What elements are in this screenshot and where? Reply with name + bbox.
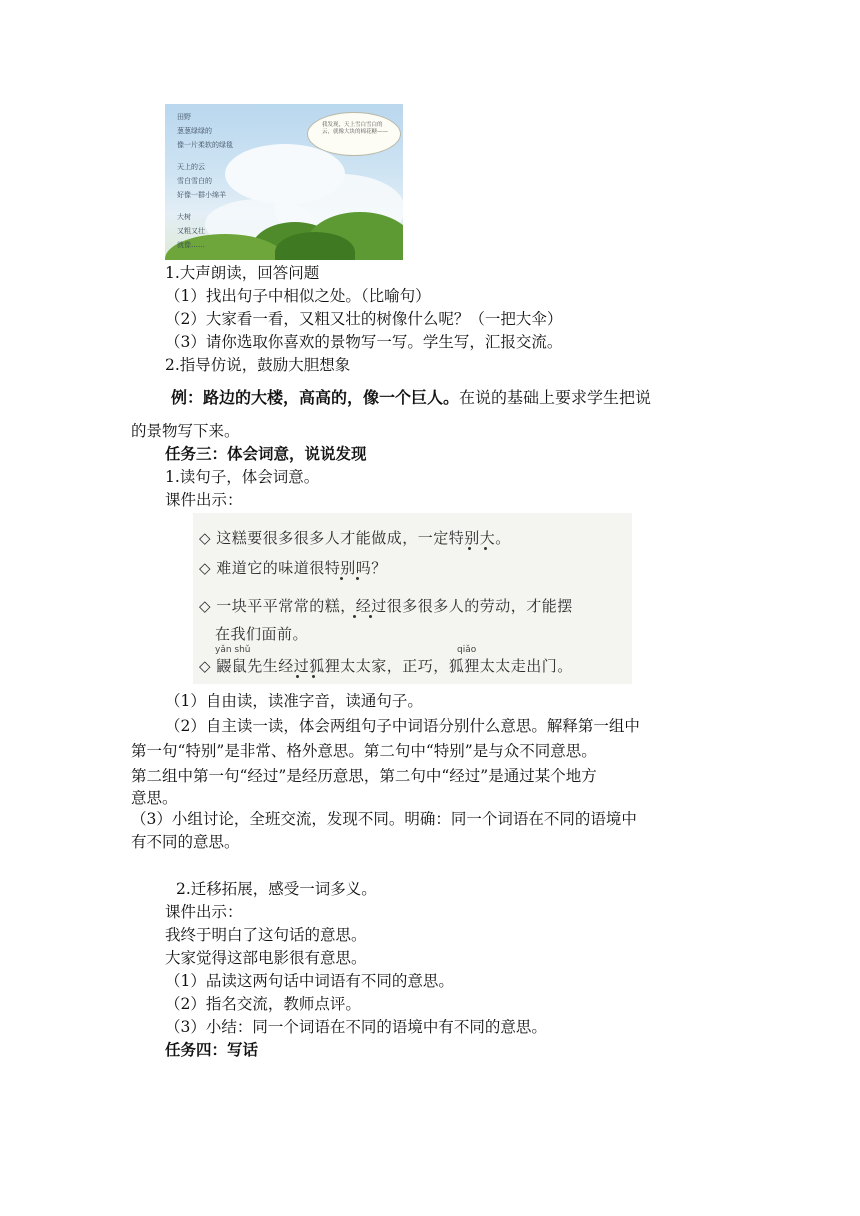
example-sentence: 例：路边的大楼，高高的，像一个巨人。 xyxy=(171,388,460,407)
pinyin-annotation: qiǎo xyxy=(457,645,477,655)
slide-sentence: ◇ 一块平平常常的糕，经过很多很多人的劳动，才能摆 xyxy=(199,597,573,615)
activity-2-line: （2）自主读一读，体会两组句子中词语分别什么意思。解释第一组中 xyxy=(165,717,640,735)
activity-1: （1）自由读，读准字音，读通句子。 xyxy=(165,692,423,710)
poem-illustration xyxy=(165,104,403,260)
emphasis-dot xyxy=(468,547,471,550)
pinyin-annotation: yǎn shǔ xyxy=(215,645,251,655)
poem-line: 就像…… xyxy=(177,241,205,249)
example-line xyxy=(171,387,651,409)
poem-line: 葱葱绿绿的 xyxy=(177,127,212,135)
example-continuation: 的景物写下来。 xyxy=(131,422,240,440)
example-sentence: 大家觉得这部电影很有意思。 xyxy=(165,949,367,967)
activity-line: （3）小结：同一个词语在不同的语境中有不同的意思。 xyxy=(165,1018,547,1036)
activity-2-line: 意思。 xyxy=(131,789,178,807)
slide-sentence: ◇ 鼹鼠先生经过狐狸太太家，正巧，狐狸太太走出门。 xyxy=(199,657,573,675)
activity-2-line: 第二组中第一句“经过”是经历意思，第二句中“经过”是通过某个地方 xyxy=(131,767,597,785)
question-1: （1）找出句子中相似之处。（比喻句） xyxy=(165,287,431,305)
slide-label: 课件出示： xyxy=(165,903,243,921)
question-2: （2）大家看一看，又粗又壮的树像什么呢？（一把大伞） xyxy=(165,310,563,328)
activity-line: （1）品读这两句话中词语有不同的意思。 xyxy=(165,972,454,990)
activity-line: （2）指名交流，教师点评。 xyxy=(165,995,361,1013)
example-sentence: 我终于明白了这句话的意思。 xyxy=(165,926,367,944)
poem-line: 像一片柔软的绿毯 xyxy=(177,141,233,149)
emphasis-dot xyxy=(356,577,359,580)
slide-sentence: ◇ 难道它的味道很特别吗？ xyxy=(199,559,387,577)
poem-line: 天上的云 xyxy=(177,163,205,171)
task4-heading: 任务四：写话 xyxy=(165,1041,259,1059)
example-instruction: 在说的基础上要求学生把说 xyxy=(459,388,652,407)
step-2: 2.指导仿说，鼓励大胆想象 xyxy=(165,356,351,374)
emphasis-dot xyxy=(353,615,356,618)
activity-3-line: 有不同的意思。 xyxy=(131,833,240,851)
slide-sentence: ◇ 这糕要很多很多人才能做成，一定特别大。 xyxy=(199,529,511,547)
activity-2-line: 第一句“特别”是非常、格外意思。第二句中“特别”是与众不同意思。 xyxy=(131,742,597,760)
slide-sentence: 在我们面前。 xyxy=(215,625,309,643)
poem-line: 田野 xyxy=(177,113,191,121)
task3-step-1: 1.读句子，体会词意。 xyxy=(165,468,320,486)
sentence-slide xyxy=(193,513,632,684)
emphasis-dot xyxy=(369,615,372,618)
emphasis-dot xyxy=(484,547,487,550)
speech-bubble xyxy=(307,112,401,156)
step-1: 1.大声朗读，回答问题 xyxy=(165,264,320,282)
poem-line: 好像一群小绵羊 xyxy=(177,191,226,199)
activity-3-line: （3）小组讨论，全班交流，发现不同。明确：同一个词语在不同的语境中 xyxy=(131,810,637,828)
emphasis-dot xyxy=(312,675,315,678)
emphasis-dot xyxy=(296,675,299,678)
bubble-text: 我发现，天上雪白雪白的云，就像大块的棉花糖—— xyxy=(322,122,389,135)
step-2-extension: 2.迁移拓展，感受一词多义。 xyxy=(176,880,377,898)
poem-line: 雪白雪白的 xyxy=(177,177,212,185)
emphasis-dot xyxy=(340,577,343,580)
poem-line: 大树 xyxy=(177,213,191,221)
slide-label: 课件出示： xyxy=(165,491,243,509)
question-3: （3）请你选取你喜欢的景物写一写。学生写，汇报交流。 xyxy=(165,333,563,351)
poem-line: 又粗又壮 xyxy=(177,227,205,235)
task3-heading: 任务三：体会词意，说说发现 xyxy=(165,445,367,463)
